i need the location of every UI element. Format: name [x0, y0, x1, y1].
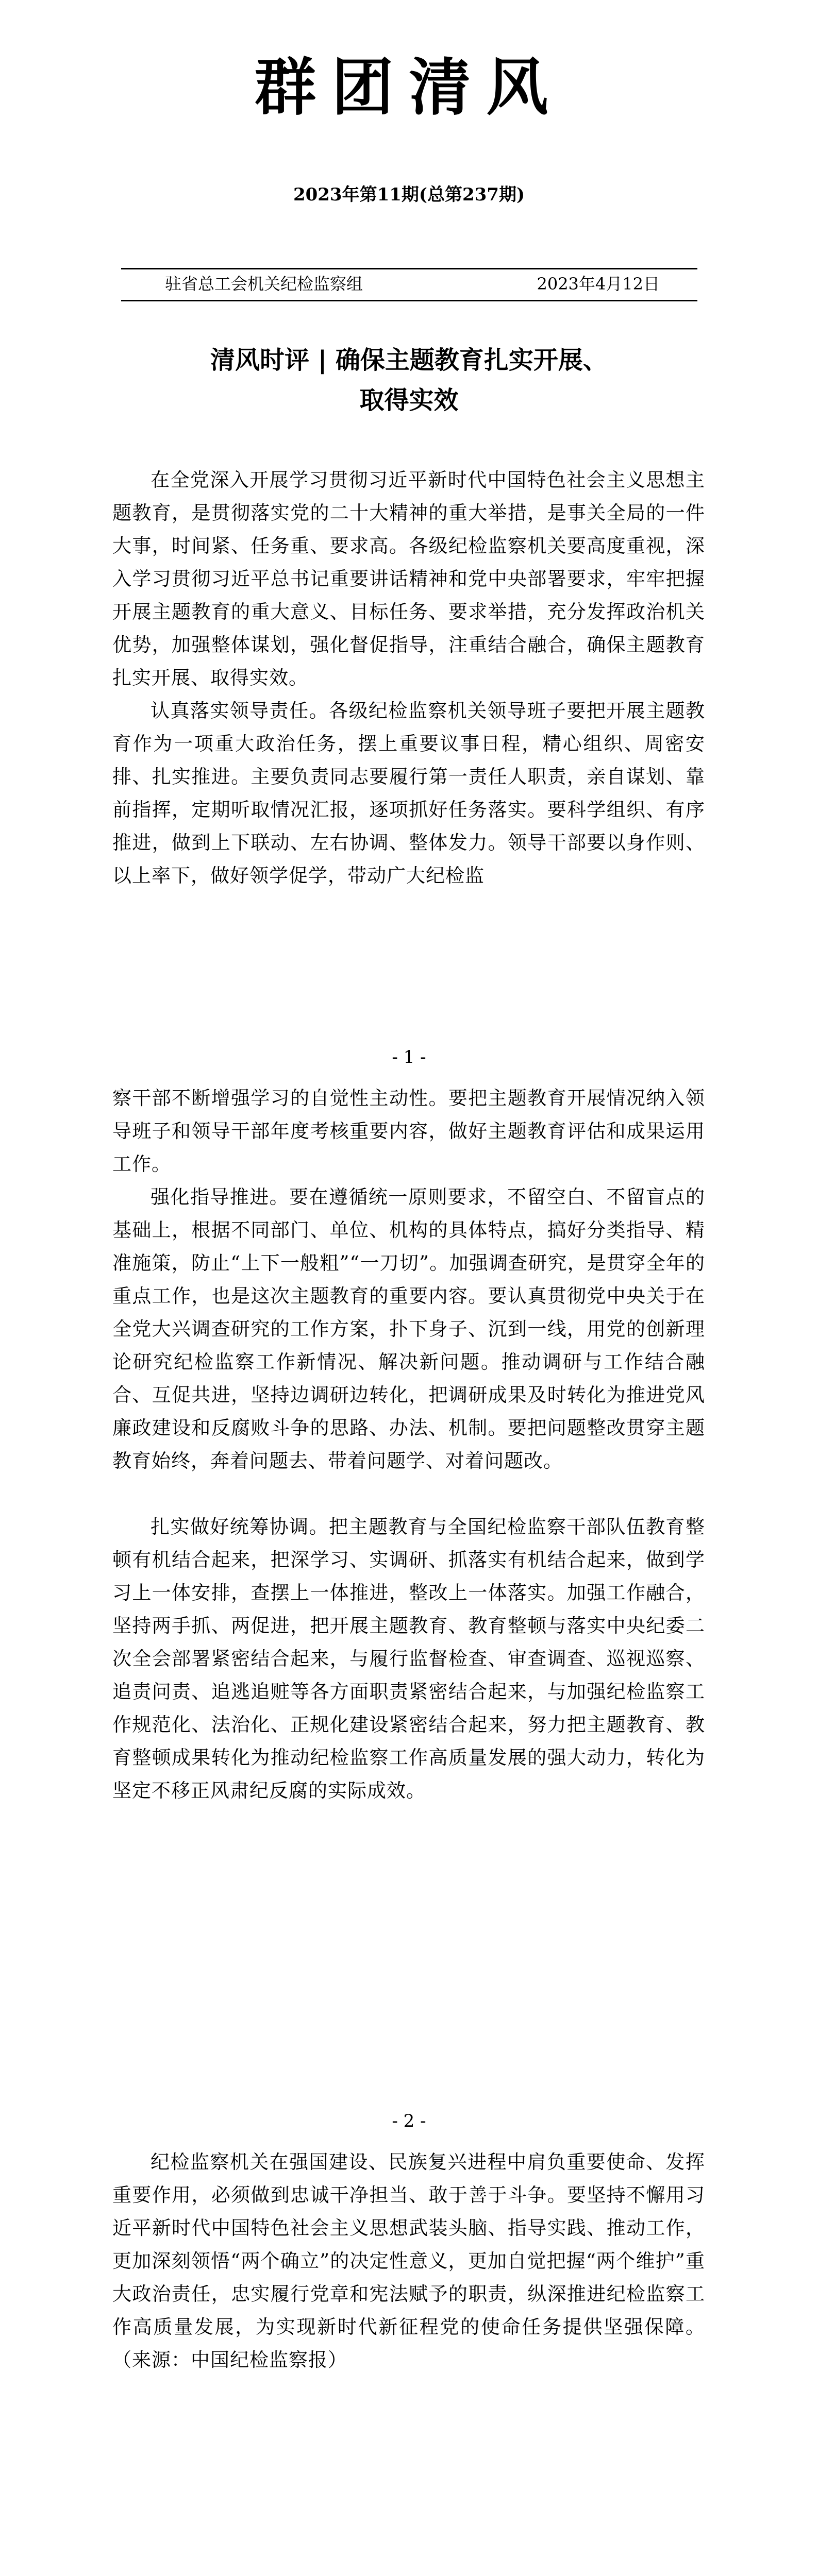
- paragraph: 纪检监察机关在强国建设、民族复兴进程中肩负重要使命、发挥重要作用，必须做到忠诚干净担当、敢于善于斗争。要坚持不懈用习近平新时代中国特色社会主义思想武装头脑、指导实践、推动工作，更加深刻领悟“两个确立”的决定性意义，更加自觉把握“两个维护”重大政治责任，忠实履行党章和宪法赋予的职责，纵深推进纪检监察工作高质量发展，为实现新时代新征程党的使命任务提供坚强保障。（来源：中国纪检监察报）: [112, 2151, 705, 2371]
- publish-date: 2023年4月12日: [537, 274, 660, 294]
- paragraph: 察干部不断增强学习的自觉性主动性。要把主题教育开展情况纳入领导班子和领导干部年度考核重要内容，做好主题教育评估和成果运用工作。: [112, 1087, 705, 1175]
- page-number-2: - 2 -: [392, 2111, 426, 2131]
- page-number-1: - 1 -: [392, 1047, 426, 1067]
- header-rule-bottom: [121, 300, 697, 301]
- organization-name: 驻省总工会机关纪检监察组: [165, 274, 363, 294]
- masthead-title: 群团清风: [254, 51, 564, 124]
- paragraph: 认真落实领导责任。各级纪检监察机关领导班子要把开展主题教育作为一项重大政治任务，摆上重要议事日程，精心组织、周密安排、扎实推进。主要负责同志要履行第一责任人职责，亲自谋划、靠前指挥，定期听取情况汇报，逐项抓好任务落实。要科学组织、有序推进，做到上下联动、左右协调、整体发力。领导干部要以身作则、以上率下，做好领学促学，带动广大纪检监: [112, 700, 705, 887]
- article-title-line-2: 取得实效: [359, 386, 459, 415]
- page-1-body: [112, 464, 705, 892]
- paragraph: 扎实做好统筹协调。把主题教育与全国纪检监察干部队伍教育整顿有机结合起来，把深学习、实调研、抓落实有机结合起来，做到学习上一体安排，查摆上一体推进，整改上一体落实。加强工作融合，坚持两手抓、两促进，把开展主题教育、教育整顿与落实中央纪委二次全会部署紧密结合起来，与履行监督检查、审查调查、巡视巡察、追责问责、追逃追赃等各方面职责紧密结合起来，与加强纪检监察工作规范化、法治化、正规化建设紧密结合起来，努力把主题教育、教育整顿成果转化为推动纪检监察工作高质量发展的强大动力，转化为坚定不移正风肃纪反腐的实际成效。: [112, 1516, 705, 1802]
- paragraph: 在全党深入开展学习贯彻习近平新时代中国特色社会主义思想主题教育，是贯彻落实党的二十大精神的重大举措，是事关全局的一件大事，时间紧、任务重、要求高。各级纪检监察机关要高度重视，深入学习贯彻习近平总书记重要讲话精神和党中央部署要求，牢牢把握开展主题教育的重大意义、目标任务、要求举措，充分发挥政治机关优势，加强整体谋划，强化督促指导，注重结合融合，确保主题教育扎实开展、取得实效。: [112, 469, 705, 689]
- page-2-body: [112, 1082, 705, 1807]
- issue-number: 2023年第11期(总第237期): [293, 184, 525, 205]
- header-info-line: [165, 272, 660, 296]
- page-3-body: [112, 2146, 705, 2377]
- paragraph: 强化指导推进。要在遵循统一原则要求，不留空白、不留盲点的基础上，根据不同部门、单位、机构的具体特点，搞好分类指导、精准施策，防止“上下一般粗”“一刀切”。加强调查研究，是贯穿全年的重点工作，也是这次主题教育的重要内容。要认真贯彻党中央关于在全党大兴调查研究的工作方案，扑下身子、沉到一线，用党的创新理论研究纪检监察工作新情况、解决新问题。推动调研与工作结合融合、互促共进，坚持边调研边转化，把调研成果及时转化为推进党风廉政建设和反腐败斗争的思路、办法、机制。要把问题整改贯穿主题教育始终，奔着问题去、带着问题学、对着问题改。: [112, 1186, 705, 1472]
- article-title: [0, 340, 818, 420]
- header-rule-top: [121, 268, 697, 269]
- article-title-line-1: 清风时评 | 确保主题教育扎实开展、: [210, 346, 608, 375]
